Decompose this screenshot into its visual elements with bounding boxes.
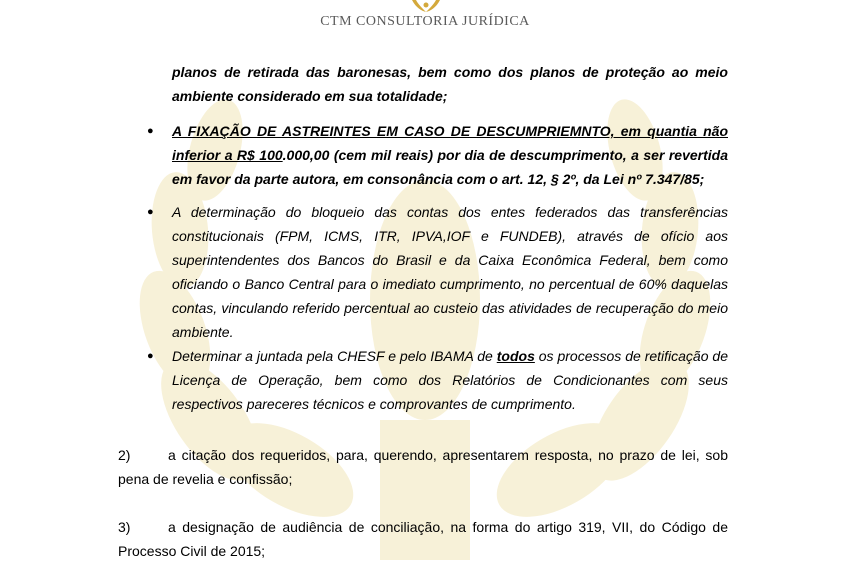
audiencia-paragraph: a designação de audiência de conciliação, na forma do artigo 319, VII, do Código de Processo Civil de 2015; xyxy=(118,519,728,559)
bullet-marker: ● xyxy=(147,125,154,137)
juntada-emphasis-todos: todos xyxy=(496,348,535,364)
astreintes-underlined-text: A FIXAÇÃO DE ASTREINTES EM CASO DE DESCUMPRIEMNTO, em quantia não inferior a R$ 100 xyxy=(172,123,728,163)
juntada-text-after: os processos de retificação de Licença de Operação, bem como dos Relatórios de Condicionantes com seus respectivos pareceres técnicos e comprovantes de cumprimento. xyxy=(172,348,728,412)
item-number: 2) xyxy=(118,447,131,463)
firm-name: CTM CONSULTORIA JURÍDICA xyxy=(320,14,530,29)
juntada-bullet-paragraph xyxy=(172,344,728,416)
citacao-paragraph: a citação dos requeridos, para, querendo, apresentarem resposta, no prazo de lei, sob pena de revelia e confissão; xyxy=(118,447,728,487)
astreintes-bullet-paragraph xyxy=(172,119,728,191)
bloqueio-bullet-paragraph: A determinação do bloqueio das contas dos entes federados das transferências constitucionais (FPM, ICMS, ITR, IPVA,IOF e FUNDEB), através de ofício aos superintendentes dos Bancos do Brasil e da Caixa Econômica Federal, bem como oficiando o Banco Central para o imediato cumprimento, no percentual de 60% daquelas contas, vinculando referido percentual ao custeio das atividades de recuperação do meio ambiente. xyxy=(172,204,728,340)
bullet-marker: ● xyxy=(147,206,154,218)
bullet-marker: ● xyxy=(147,350,154,362)
continuation-paragraph: planos de retirada das baronesas, bem como dos planos de proteção ao meio ambiente considerado em sua totalidade; xyxy=(172,64,728,104)
item-number: 3) xyxy=(118,519,131,535)
astreintes-rest-text: .000,00 (cem mil reais) por dia de descumprimento, a ser revertida em favor da parte autora, em consonância com o art. 12, § 2º, da Lei nº 7.347/85; xyxy=(172,147,728,187)
juntada-text-before: Determinar a juntada pela CHESF e pelo IBAMA de xyxy=(172,348,497,364)
